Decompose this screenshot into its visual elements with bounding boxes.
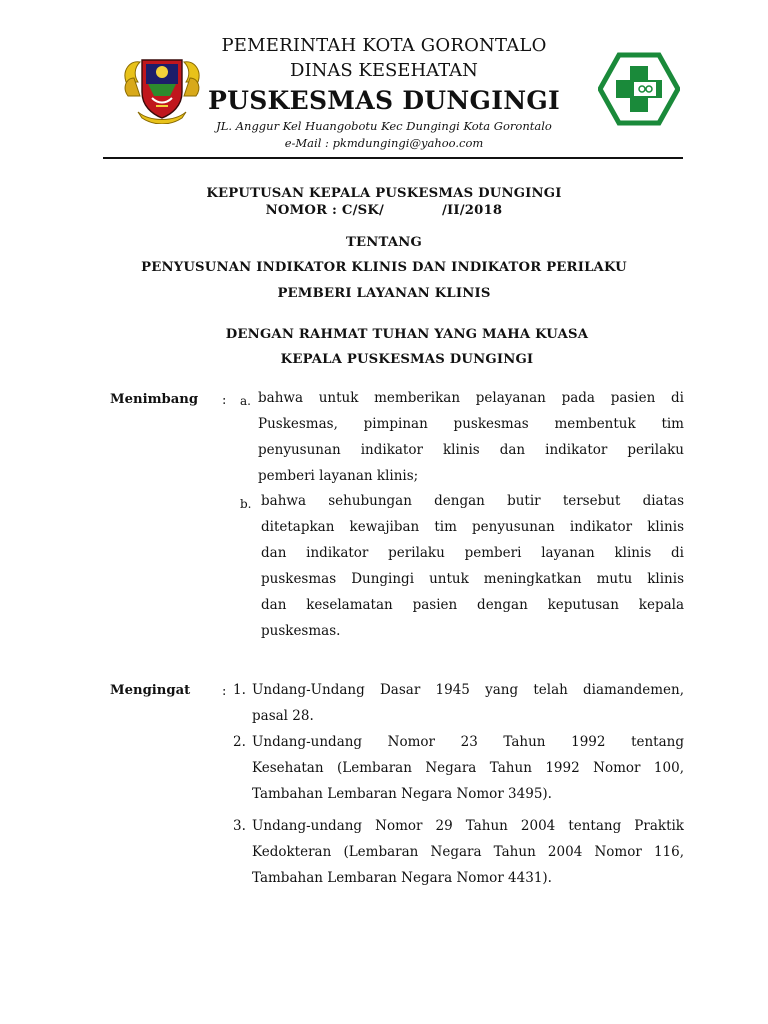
decree-title: KEPUTUSAN KEPALA PUSKESMAS DUNGINGI [206, 186, 562, 201]
mengingat-colon: : [222, 684, 227, 699]
subject-line-1: PENYUSUNAN INDIKATOR KLINIS DAN INDIKATOR PERILAKU [141, 260, 627, 275]
subject-line-2: PEMBERI LAYANAN KLINIS [277, 286, 491, 301]
menimbang-b-line: ditetapkan kewajiban tim penyusunan indikator klinis [261, 519, 684, 535]
mengingat-3-line: Kedokteran (Lembaran Negara Tahun 2004 Nomor 116, [252, 844, 684, 860]
mengingat-marker-2: 2. [233, 734, 246, 750]
decree-number-prefix: NOMOR : C/SK/ [265, 203, 385, 218]
tentang-heading: TENTANG [346, 235, 422, 250]
header-government: PEMERINTAH KOTA GORONTALO [221, 35, 547, 56]
mengingat-marker-1: 1. [233, 682, 246, 698]
mengingat-label: Mengingat [110, 683, 191, 698]
menimbang-a-line: bahwa untuk memberikan pelayanan pada pasien di [258, 390, 684, 406]
mengingat-3-line: Undang-undang Nomor 29 Tahun 2004 tentang Praktik [252, 818, 684, 834]
menimbang-label: Menimbang [110, 392, 199, 407]
invocation: DENGAN RAHMAT TUHAN YANG MAHA KUASA [225, 327, 589, 342]
letterhead-divider [103, 157, 683, 159]
menimbang-b-line: dan indikator perilaku pemberi layanan klinis di [261, 545, 684, 561]
menimbang-a-line: penyusunan indikator klinis dan indikator perilaku [258, 442, 684, 458]
menimbang-colon: : [222, 393, 227, 408]
menimbang-b-line: puskesmas. [261, 623, 341, 639]
menimbang-marker-b: b. [240, 497, 252, 511]
mengingat-2-line: Tambahan Lembaran Negara Nomor 3495). [252, 786, 552, 802]
menimbang-a-line: Puskesmas, pimpinan puskesmas membentuk tim [258, 416, 684, 432]
menimbang-b-line: dan keselamatan pasien dengan keputusan kepala [261, 597, 684, 613]
mengingat-2-line: Kesehatan (Lembaran Negara Tahun 1992 Nomor 100, [252, 760, 684, 776]
decree-number [110, 203, 658, 218]
mengingat-3-line: Tambahan Lembaran Negara Nomor 4431). [252, 870, 552, 886]
header-puskesmas-name: PUSKESMAS DUNGINGI [208, 86, 560, 115]
authority: KEPALA PUSKESMAS DUNGINGI [280, 352, 534, 367]
header-email: e-Mail : pkmdungingi@yahoo.com [284, 136, 484, 150]
mengingat-2-line: Undang-undang Nomor 23 Tahun 1992 tentang [252, 734, 684, 750]
menimbang-b-line: bahwa sehubungan dengan butir tersebut diatas [261, 493, 684, 509]
menimbang-b-line: puskesmas Dungingi untuk meningkatkan mutu klinis [261, 571, 684, 587]
menimbang-marker-a: a. [240, 394, 251, 408]
mengingat-1-line: Undang-Undang Dasar 1945 yang telah diamandemen, [252, 682, 684, 698]
decree-number-suffix: /II/2018 [442, 203, 503, 218]
mengingat-1-line: pasal 28. [252, 708, 314, 724]
mengingat-marker-3: 3. [233, 818, 246, 834]
menimbang-a-line: pemberi layanan klinis; [258, 468, 419, 484]
header-address: JL. Anggur Kel Huangobotu Kec Dungingi Kota Gorontalo [216, 119, 552, 133]
header-department: DINAS KESEHATAN [290, 60, 478, 81]
